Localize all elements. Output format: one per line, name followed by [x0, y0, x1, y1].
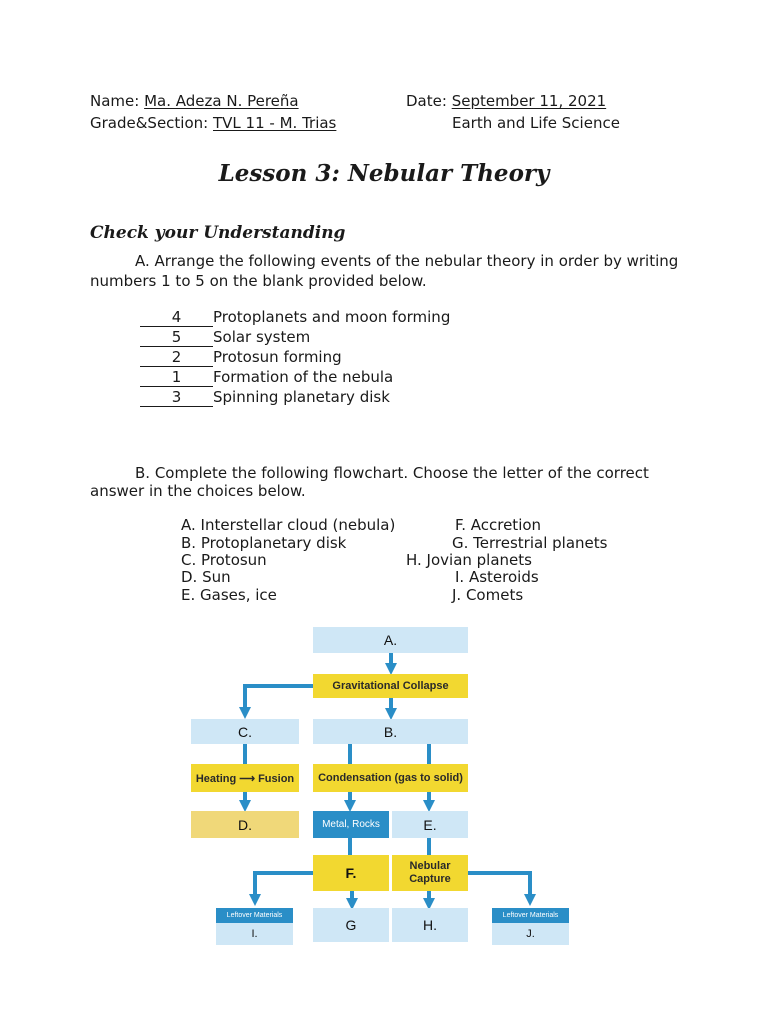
flow-box-c: C.: [191, 719, 299, 744]
part-b-instruction-1: B. Complete the following flowchart. Choose the letter of the correct: [135, 464, 649, 482]
arrow-nebular-to-j: [468, 873, 530, 900]
flow-box-j: [492, 908, 569, 945]
leftover-label-right: Leftover Materials: [492, 908, 569, 923]
arrow-f-to-i: [255, 873, 313, 900]
flow-box-g: G: [313, 908, 389, 942]
flow-box-e: E.: [392, 811, 468, 838]
answer-blank: 3: [140, 389, 213, 407]
flow-box-nebular-capture: Nebular Capture: [392, 855, 468, 891]
answer-blank: 4: [140, 309, 213, 327]
item-text: Protoplanets and moon forming: [213, 308, 451, 326]
choice-f: F. Accretion: [455, 516, 542, 534]
choice-j: J. Comets: [452, 586, 524, 604]
answer-blank: 2: [140, 349, 213, 367]
part-a-instruction-1: A. Arrange the following events of the nebular theory in order by writing: [135, 252, 679, 270]
arrow-collapse-to-c: [245, 686, 313, 713]
item-text: Formation of the nebula: [213, 368, 394, 386]
choice-a: A. Interstellar cloud (nebula): [181, 516, 396, 534]
choice-b: B. Protoplanetary disk: [181, 534, 347, 552]
flow-box-condensation: Condensation (gas to solid): [313, 764, 468, 792]
flow-box-i: [216, 908, 293, 945]
flow-box-d: D.: [191, 811, 299, 838]
grade-label: Grade&Section:: [90, 114, 209, 132]
date-value: September 11, 2021: [451, 92, 607, 110]
part-b-instruction-2: answer in the choices below.: [90, 482, 306, 500]
choice-i: I. Asteroids: [455, 568, 539, 586]
choice-h: H. Jovian planets: [406, 551, 532, 569]
flow-box-metal-rocks: Metal, Rocks: [313, 811, 389, 838]
choice-c: C. Protosun: [181, 551, 267, 569]
item-text: Protosun forming: [213, 348, 342, 366]
grade-value: TVL 11 - M. Trias: [213, 114, 337, 132]
flow-box-b: B.: [313, 719, 468, 744]
answer-blank: 5: [140, 329, 213, 347]
flow-box-heating-fusion: Heating ⟶ Fusion: [191, 764, 299, 792]
flow-label-i: I.: [216, 923, 293, 945]
leftover-label-left: Leftover Materials: [216, 908, 293, 923]
choice-d: D. Sun: [181, 568, 231, 586]
flow-box-gravitational-collapse: Gravitational Collapse: [313, 674, 468, 698]
answer-blank: 1: [140, 369, 213, 387]
name-label: Name:: [90, 92, 140, 110]
item-text: Solar system: [213, 328, 311, 346]
flow-box-f: F.: [313, 855, 389, 891]
part-a-instruction-2: numbers 1 to 5 on the blank provided below.: [90, 272, 427, 290]
name-value: Ma. Adeza N. Pereña: [144, 92, 299, 110]
flow-box-a: A.: [313, 627, 468, 653]
page-title: Lesson 3: Nebular Theory: [218, 160, 550, 187]
choice-e: E. Gases, ice: [181, 586, 277, 604]
date-label: Date:: [406, 92, 447, 110]
subject: Earth and Life Science: [452, 114, 620, 132]
item-text: Spinning planetary disk: [213, 388, 390, 406]
choice-g: G. Terrestrial planets: [452, 534, 608, 552]
flow-box-h: H.: [392, 908, 468, 942]
flow-label-j: J.: [492, 923, 569, 945]
section-title: Check your Understanding: [90, 223, 346, 243]
